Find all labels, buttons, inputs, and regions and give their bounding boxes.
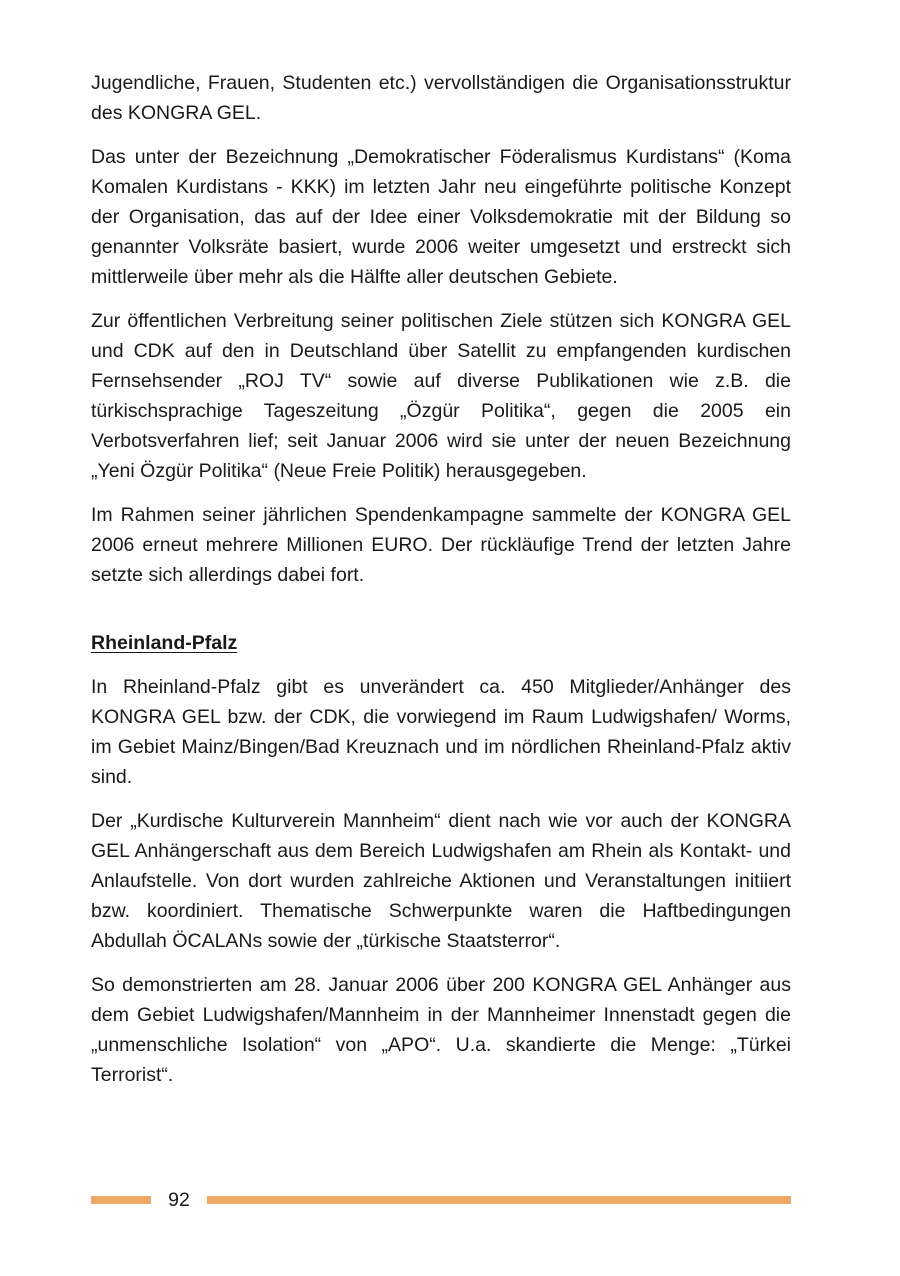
paragraph-donation-campaign: Im Rahmen seiner jährlichen Spendenkampagne sammelte der KONGRA GEL 2006 erneut mehrere Millionen EURO. Der rückläufige Trend der letzten Jahre setzte sich allerdings dabei fort. xyxy=(91,504,791,586)
page-footer xyxy=(91,1186,791,1214)
page-body xyxy=(91,68,791,1104)
paragraph-democratic-federalism: Das unter der Bezeichnung „Demokratischer Föderalismus Kurdistans“ (Koma Komalen Kurdistans - KKK) im letzten Jahr neu eingeführte politische Konzept der Organisation, das auf der Idee einer Volksdemokratie mit der Bildung so genannter Volksräte basiert, wurde 2006 weiter umgesetzt und erstreckt sich mittlerweile über mehr als die Hälfte aller deutschen Gebiete. xyxy=(91,146,791,288)
footer-accent-bar-left xyxy=(91,1196,151,1204)
paragraph-members-rheinland-pfalz: In Rheinland-Pfalz gibt es unverändert ca. 450 Mitglieder/Anhänger des KONGRA GEL bzw. der CDK, die vorwiegend im Raum Ludwigshafen/ Worms, im Gebiet Mainz/Bingen/Bad Kreuznach und im nördlichen Rheinland-Pfalz aktiv sind. xyxy=(91,676,791,788)
paragraph-organisation-structure: Jugendliche, Frauen, Studenten etc.) vervollständigen die Organisationsstruktur des KONGRA GEL. xyxy=(91,72,791,124)
section-heading-rheinland-pfalz: Rheinland-Pfalz xyxy=(91,632,238,654)
footer-accent-bar-right xyxy=(207,1196,791,1204)
page-number: 92 xyxy=(168,1189,190,1211)
paragraph-media-publications: Zur öffentlichen Verbreitung seiner politischen Ziele stützen sich KONGRA GEL und CDK auf den in Deutschland über Satellit zu empfangenden kurdischen Fernsehsender „ROJ TV“ sowie auf diverse Publikationen wie z.B. die türkischsprachige Tageszeitung „Özgür Politika“, gegen die 2005 ein Verbotsverfahren lief; seit Januar 2006 wird sie unter der neuen Bezeichnung „Yeni Özgür Politika“ (Neue Freie Politik) herausgegeben. xyxy=(91,310,791,482)
paragraph-kulturverein-mannheim: Der „Kurdische Kulturverein Mannheim“ dient nach wie vor auch der KONGRA GEL Anhängerschaft aus dem Bereich Ludwigshafen am Rhein als Kontakt- und Anlaufstelle. Von dort wurden zahlreiche Aktionen und Veranstaltungen initiiert bzw. koordiniert. Thematische Schwerpunkte waren die Haftbedingungen Abdullah ÖCALANs sowie der „türkische Staatsterror“. xyxy=(91,810,791,952)
paragraph-demonstration-mannheim: So demonstrierten am 28. Januar 2006 über 200 KONGRA GEL Anhänger aus dem Gebiet Ludwigshafen/Mannheim in der Mannheimer Innenstadt gegen die „unmenschliche Isolation“ von „APO“. U.a. skandierte die Menge: „Türkei Terrorist“. xyxy=(91,974,791,1086)
